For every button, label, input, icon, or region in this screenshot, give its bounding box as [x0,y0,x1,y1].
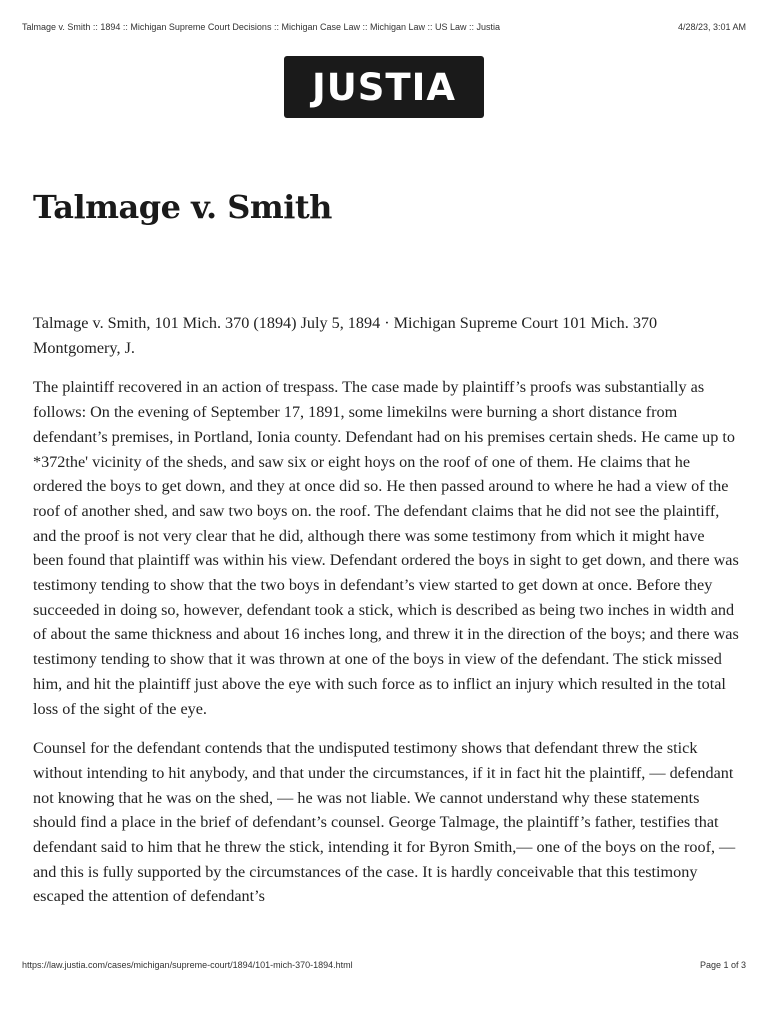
print-header-title: Talmage v. Smith :: 1894 :: Michigan Supreme Court Decisions :: Michigan Case Law :: Michigan Law :: US Law :: Justia [22,22,501,32]
opinion-paragraph: Counsel for the defendant contends that the undisputed testimony shows that defendant threw the stick without intending to hit anybody, and that under the circumstances, if it in fact hit the plaintiff, — defendant not knowing that he was on the shed, — he was not liable. We cannot understand why these statements should find a place in the brief of defendant’s counsel. George Talmage, the plaintiff’s father, testifies that defendant said to him that he threw the stick, intending it for Byron Smith,— one of the boys on the roof, — and this is fully supported by the circumstances of the case. It is hardly conceivable that this testimony escaped the attention of defendant’s [33,739,736,906]
case-citation: Talmage v. Smith, 101 Mich. 370 (1894) July 5, 1894 · Michigan Supreme Court 101 Mich. 370 Montgomery, J. [33,314,658,357]
print-footer-url[interactable]: https://law.justia.com/cases/michigan/supreme-court/1894/101-mich-370-1894.html [22,960,353,970]
print-header [22,22,746,36]
print-footer [22,960,746,974]
print-header-datetime: 4/28/23, 3:01 AM [677,22,746,32]
justia-logo[interactable]: JUSTIA [284,56,484,118]
opinion-paragraph: The plaintiff recovered in an action of trespass. The case made by plaintiff’s proofs was substantially as follows: On the evening of September 17, 1891, some limekilns were burning a short distance from defendant’s premises, in Portland, Ionia county. Defendant had on his premises certain sheds. He came up to *372the' vicinity of the sheds, and saw six or eight hoys on the roof of one of them. He claims that he ordered the boys to get down, and they at once did so. He then passed around to where he had a view of the roof of another shed, and saw two boys on. the roof. The defendant claims that he did not see the plaintiff, and the proof is not very clear that he did, although there was some testimony from which it might have been found that plaintiff was within his view. Defendant ordered the boys in sight to get down, and there was testimony tending to show that the two boys in defendant’s view started to get down at once. Before they succeeded in doing so, however, defendant took a stick, which is described as being two inches in width and of about the same thickness and about 16 inches long, and threw it in the direction of the boys; and there was testimony tending to show that it was thrown at one of the boys in view of the defendant. The stick missed him, and hit the plaintiff just above the eye with such force as to inflict an injury which resulted in the total loss of the sight of the eye. [33,378,739,718]
case-content [33,311,739,924]
page-indicator: Page 1 of 3 [699,960,746,970]
page-title: Talmage v. Smith [33,188,332,226]
